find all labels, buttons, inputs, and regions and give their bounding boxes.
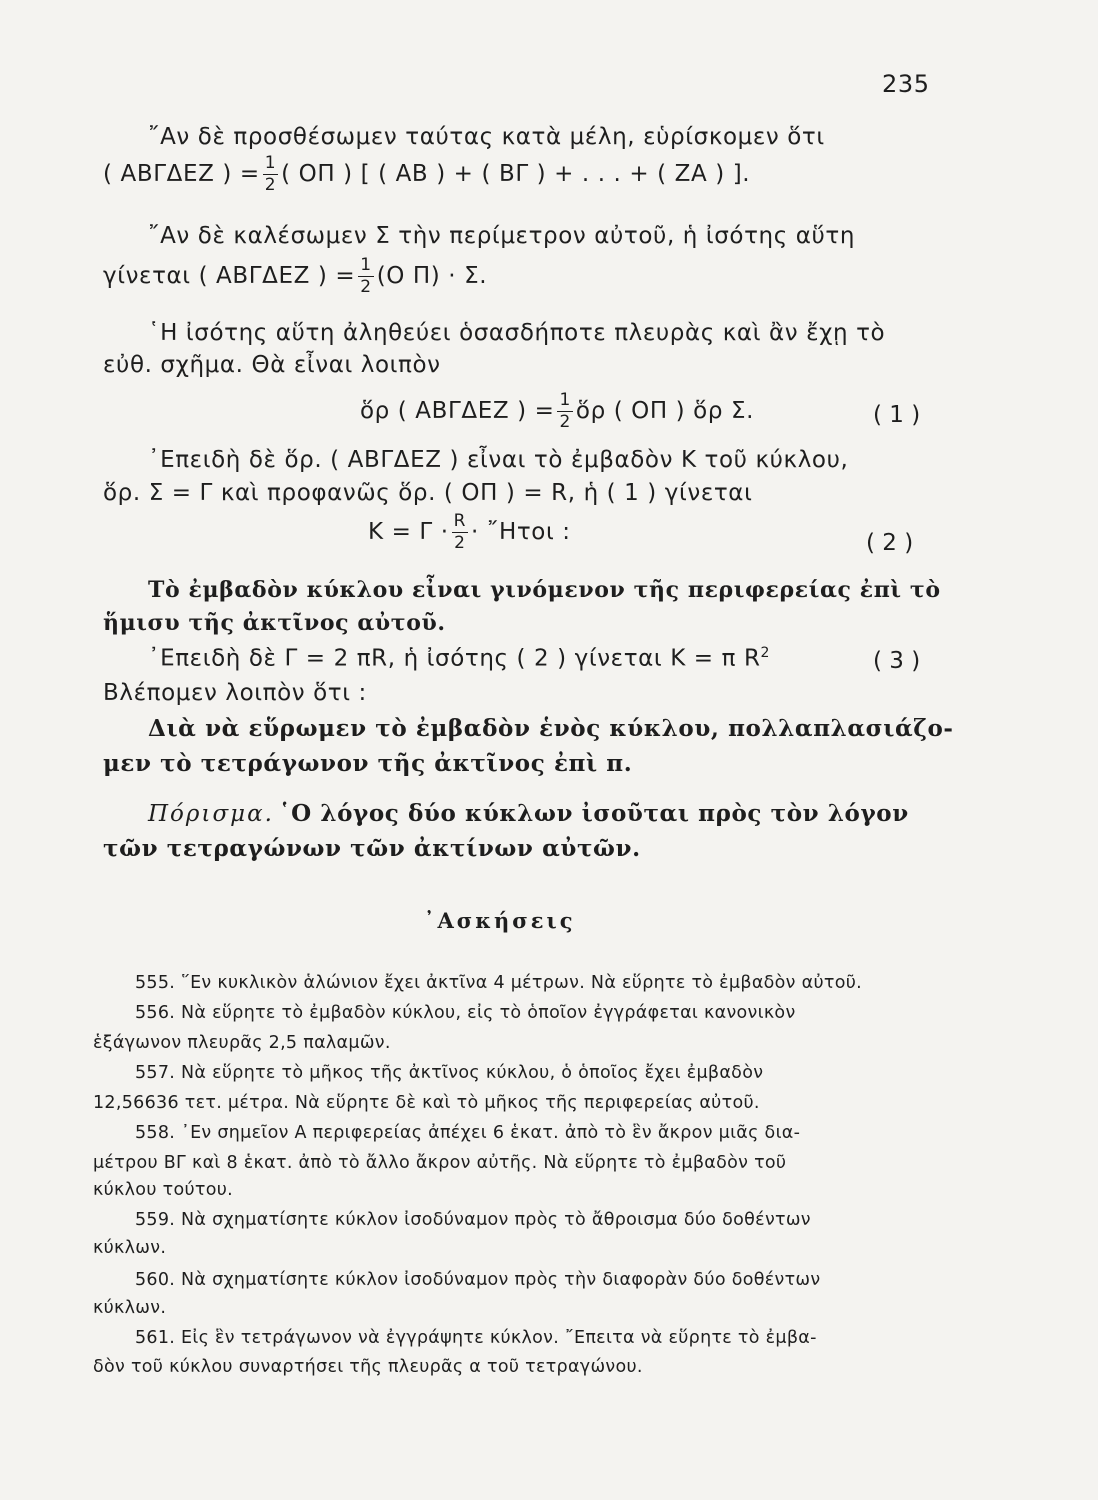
exercise-line: μέτρου ΒΓ καὶ 8 ἑκατ. ἀπὸ τὸ ἄλλο ἄκρον αὐτῆς. Νὰ εὕρητε τὸ ἐμβαδὸν τοῦ	[93, 1153, 787, 1173]
equation-right: ( ΟΠ ) [ ( ΑΒ ) + ( ΒΓ ) + . . . + ( ΖΑ ) ].	[281, 161, 751, 187]
bold-theorem-line: ἥμισυ τῆς ἀκτῖνος αὐτοῦ.	[103, 610, 446, 636]
equation-2: Κ = Γ · $\frac{R}{2}$ · ῎Ητοι :	[368, 511, 571, 553]
exercise-line: κύκλων.	[93, 1298, 167, 1318]
exercise-line: κύκλων.	[93, 1238, 167, 1258]
exercise-line: 555. ῞Εν κυκλικὸν ἁλώνιον ἔχει ἀκτῖνα 4 μέτρων. Νὰ εὕρητε τὸ ἐμβαδὸν αὐτοῦ.	[135, 973, 863, 993]
exercise-line: 556. Νὰ εὕρητε τὸ ἐμβαδὸν κύκλου, εἰς τὸ ὁποῖον ἐγγράφεται κανονικὸν	[135, 1003, 796, 1023]
corollary-label: Πόρισμα.	[148, 801, 274, 827]
exercise-line: 561. Εἰς ἓν τετράγωνον νὰ ἐγγράψητε κύκλον. ῎Επειτα νὰ εὕρητε τὸ ἐμβα-	[135, 1328, 817, 1348]
equation-perimeter-sum	[103, 155, 750, 194]
bold-rule-line: μεν τὸ τετράγωνον τῆς ἀκτῖνος ἐπὶ π.	[103, 750, 633, 777]
exercises-heading: ᾿Ασκήσεις	[424, 908, 576, 933]
fraction-r-over-2: $\frac{R}{2}$	[453, 511, 467, 553]
text-line: ῎Αν δὲ καλέσωμεν Σ τὴν περίμετρον αὐτοῦ, ἡ ἰσότης αὕτη	[148, 223, 856, 249]
corollary	[148, 800, 909, 827]
equation-1: ὅρ ( ΑΒΓΔΕΖ ) = $\frac{1}{2}$ ὅρ ( ΟΠ ) ὅρ Σ.	[360, 390, 754, 432]
exercise-line: 557. Νὰ εὕρητε τὸ μῆκος τῆς ἀκτῖνος κύκλου, ὁ ὁποῖος ἔχει ἐμβαδὸν	[135, 1063, 764, 1083]
exercise-line: ἑξάγωνον πλευρᾶς 2,5 παλαμῶν.	[93, 1033, 391, 1053]
equation-area-perimeter: γίνεται ( ΑΒΓΔΕΖ ) = $\frac{1}{2}$ (Ο Π) · Σ.	[103, 255, 488, 297]
exercise-line: 559. Νὰ σχηματίσητε κύκλον ἰσοδύναμον πρὸς τὸ ἄθροισμα δύο δοθέντων	[135, 1210, 811, 1230]
text-line: ῎Αν δὲ προσθέσωμεν ταύτας κατὰ μέλη, εὑρίσκομεν ὅτι	[148, 124, 825, 150]
equation-number-2: ( 2 )	[866, 530, 914, 556]
text-line: ᾿Επειδὴ δὲ ὅρ. ( ΑΒΓΔΕΖ ) εἶναι τὸ ἐμβαδὸν Κ τοῦ κύκλου,	[148, 447, 849, 473]
fraction-one-half: $\frac{1}{2}$	[264, 153, 277, 195]
exercise-line: 558. ᾿Εν σημεῖον Α περιφερείας ἀπέχει 6 ἑκατ. ἀπὸ τὸ ἓν ἄκρον μιᾶς δια-	[135, 1123, 801, 1143]
exercise-line: 560. Νὰ σχηματίσητε κύκλον ἰσοδύναμον πρὸς τὴν διαφορὰν δύο δοθέντων	[135, 1270, 821, 1290]
fraction-one-half: $\frac{1}{2}$	[360, 255, 372, 297]
page-number: 235	[882, 70, 930, 98]
text-line-circle-area: ᾿Επειδὴ δὲ Γ = 2 πR, ἡ ἰσότης ( 2 ) γίνεται Κ = π $R^2$	[148, 645, 771, 672]
bold-theorem-line: Τὸ ἐμβαδὸν κύκλου εἶναι γινόμενον τῆς περιφερείας ἐπὶ τὸ	[148, 577, 941, 603]
exercise-line: δὸν τοῦ κύκλου συναρτήσει τῆς πλευρᾶς α τοῦ τετραγώνου.	[93, 1357, 643, 1377]
text-line: Βλέπομεν λοιπὸν ὅτι :	[103, 680, 367, 706]
exercise-line: 12,56636 τετ. μέτρα. Νὰ εὕρητε δὲ καὶ τὸ μῆκος τῆς περιφερείας αὐτοῦ.	[93, 1093, 760, 1113]
corollary-text: ῾Ο λόγος δύο κύκλων ἰσοῦται πρὸς τὸν λόγον	[279, 800, 909, 827]
text-line: ῾Η ἰσότης αὕτη ἀληθεύει ὁσασδήποτε πλευρὰς καὶ ἂν ἔχῃ τὸ	[148, 320, 886, 346]
exercise-line: κύκλου τούτου.	[93, 1180, 234, 1200]
equation-number-1: ( 1 )	[873, 402, 921, 428]
equation-number-3: ( 3 )	[873, 648, 921, 674]
bold-rule-line: Διὰ νὰ εὕρωμεν τὸ ἐμβαδὸν ἑνὸς κύκλου, πολλαπλασιάζο-	[148, 715, 954, 742]
corollary-text-cont: τῶν τετραγώνων τῶν ἀκτίνων αὐτῶν.	[103, 835, 641, 862]
text-line: ὅρ. Σ = Γ καὶ προφανῶς ὅρ. ( ΟΠ ) = R, ἡ ( 1 ) γίνεται	[103, 480, 753, 506]
superscript-two: 2	[760, 645, 771, 661]
equation-left: ( ΑΒΓΔΕΖ ) =	[103, 161, 260, 187]
text-line: εὐθ. σχῆμα. Θὰ εἶναι λοιπὸν	[103, 352, 441, 378]
fraction-one-half: $\frac{1}{2}$	[559, 390, 571, 432]
